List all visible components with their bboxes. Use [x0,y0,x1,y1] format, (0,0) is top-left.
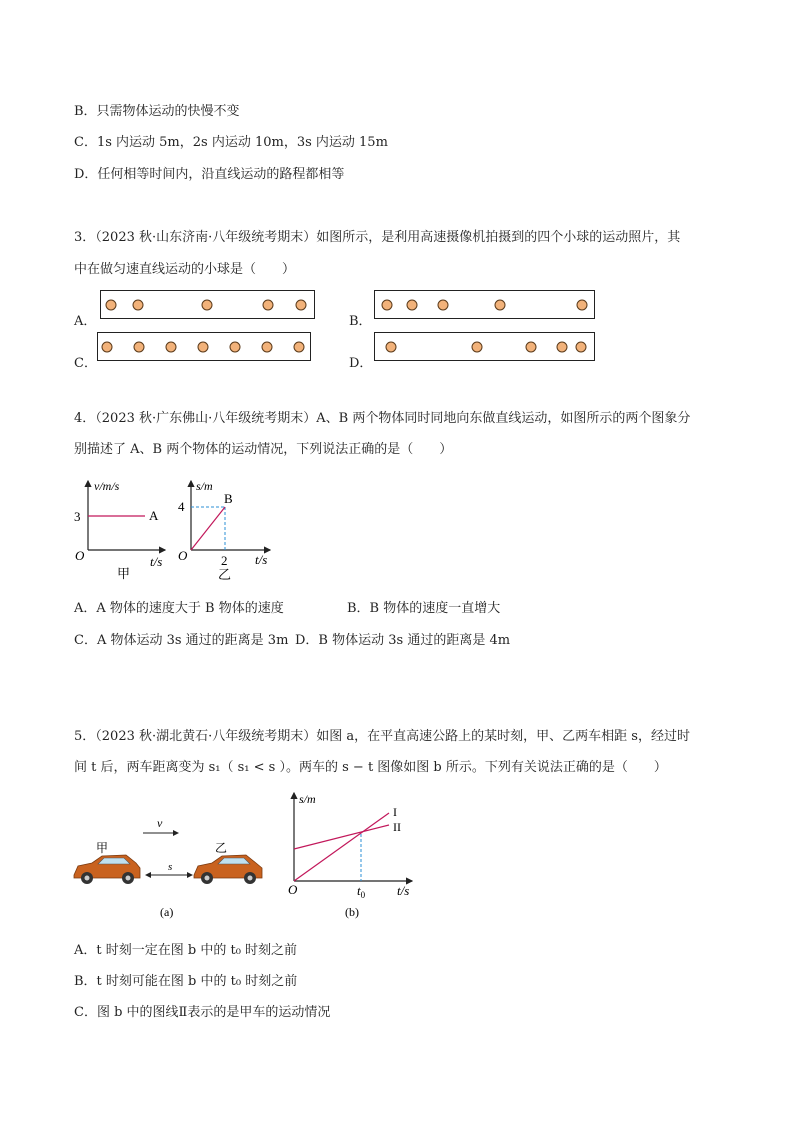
ball [294,341,305,352]
q4-option-d: D．B 物体运动 3s 通过的距离是 4m [295,633,511,648]
jia-origin: O [75,548,85,563]
ball [262,341,273,352]
velocity-label: v [157,816,163,830]
q4-stem-line2: 别描述了 A、B 两个物体的运动情况，下列说法正确的是（ ） [74,442,453,457]
ball [202,299,213,310]
q5-option-b: B．t 时刻可能在图 b 中的 t₀ 时刻之前 [74,974,298,989]
q2-option-b: B．只需物体运动的快慢不变 [74,104,240,119]
b-t0-label: $t_0$ [357,883,366,900]
ball [386,341,397,352]
ball [438,299,449,310]
q3-photo-c [97,332,311,361]
q5-option-a: A．t 时刻一定在图 b 中的 t₀ 时刻之前 [74,943,298,958]
ball [407,299,418,310]
car-jia [74,855,140,884]
yi-ylabel: s/m [196,479,213,493]
q3-label-d: D． [349,356,373,371]
ball [495,299,506,310]
yi-point-label: B [224,491,233,506]
ball [576,341,587,352]
q4-option-c: C．A 物体运动 3s 通过的距离是 3m [74,633,289,648]
car-jia-label: 甲 [96,841,109,855]
q3-label-a: A． [74,314,97,329]
yi-b-line [191,507,225,550]
ball [230,341,241,352]
b-line-ii-label: II [393,820,401,834]
b-line-i [294,813,389,881]
jia-caption: 甲 [117,566,131,581]
q3-label-b: B． [349,314,372,329]
car-yi [194,855,262,884]
distance-label: s [168,861,173,873]
ball [166,341,177,352]
jia-tick-3: 3 [74,509,81,524]
q4-stem-line1: 4．（2023 秋·广东佛山·八年级统考期末）A、B 两个物体同时同地向东做直线运动，如图所示的两个图象分 [74,411,691,426]
ball [134,341,145,352]
q3-photo-d [374,332,595,361]
q3-stem-line1: 3．（2023 秋·山东济南·八年级统考期末）如图所示，是利用高速摄像机拍摄到的四个小球的运动照片，其 [74,230,681,245]
car-yi-label: 乙 [215,841,228,855]
q2-option-d: D．任何相等时间内，沿直线运动的路程都相等 [74,167,345,182]
b-line-i-label: I [393,805,397,819]
ball [263,299,274,310]
q5-figure-a [70,808,270,923]
yi-tick-2: 2 [221,553,228,568]
ball [526,341,537,352]
jia-ylabel: v/m/s [94,479,120,493]
yi-origin: O [178,548,188,563]
yi-xlabel: t/s [255,552,268,567]
q3-stem-line2: 中在做匀速直线运动的小球是（ ） [74,262,296,277]
ball [382,299,393,310]
b-xlabel: t/s [397,883,410,898]
q3-photo-a [100,290,315,319]
ball [472,341,483,352]
fig-b-caption: (b) [345,905,359,919]
ball [106,299,117,310]
yi-tick-4: 4 [178,499,185,514]
q4-option-a: A．A 物体的速度大于 B 物体的速度 [74,601,284,616]
fig-a-caption: (a) [160,905,174,919]
yi-caption: 乙 [218,567,232,582]
q5-stem-line2: 间 t 后，两车距离变为 s₁（ s₁ < s ）。两车的 s − t 图像如图 b 所示。下列有关说法正确的是（ ） [74,760,667,775]
q3-photo-b [374,290,595,319]
q4-graphs [70,475,280,585]
b-origin: O [288,882,298,897]
b-line-ii [294,825,389,849]
ball [557,341,568,352]
q4-option-b: B．B 物体的速度一直增大 [347,601,501,616]
q5-option-c: C．图 b 中的图线Ⅱ表示的是甲车的运动情况 [74,1005,331,1020]
ball [102,341,113,352]
jia-xlabel: t/s [150,554,163,569]
q5-figure-b [280,788,430,923]
ball [296,299,307,310]
q5-stem-line1: 5．（2023 秋·湖北黄石·八年级统考期末）如图 a，在平直高速公路上的某时刻，甲、乙两车相距 s，经过时 [74,729,690,744]
ball [577,299,588,310]
q2-option-c: C．1s 内运动 5m，2s 内运动 10m，3s 内运动 15m [74,135,388,150]
ball [133,299,144,310]
ball [198,341,209,352]
b-ylabel: s/m [299,792,316,806]
jia-line-label: A [149,508,159,523]
q3-label-c: C． [74,356,97,371]
